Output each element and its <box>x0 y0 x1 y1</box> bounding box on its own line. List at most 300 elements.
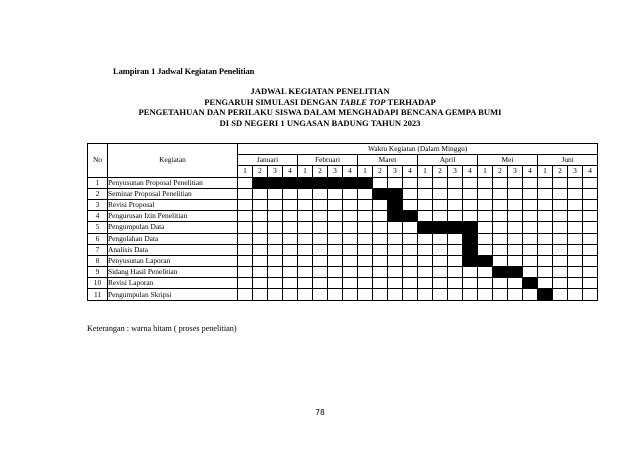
week-header: 2 <box>493 166 508 177</box>
week-header: 2 <box>553 166 568 177</box>
week-cell <box>238 278 253 289</box>
title-line-3: PENGETAHUAN DAN PERILAKU SISWA DALAM MENGHADAPI BENCANA GEMPA BUMI <box>138 107 502 118</box>
week-cell <box>523 188 538 199</box>
week-cell <box>418 177 433 188</box>
week-cell <box>523 211 538 222</box>
week-cell <box>298 244 313 255</box>
week-cell <box>463 188 478 199</box>
week-cell <box>448 177 463 188</box>
week-cell <box>538 211 553 222</box>
week-cell <box>253 278 268 289</box>
row-number: 4 <box>88 211 108 222</box>
week-cell <box>298 267 313 278</box>
week-cell <box>418 188 433 199</box>
week-cell <box>493 222 508 233</box>
week-cell <box>388 244 403 255</box>
week-cell <box>508 289 523 300</box>
row-activity: Penyusunan Proposal Penelitian <box>108 177 238 188</box>
week-cell <box>568 278 583 289</box>
week-cell <box>283 233 298 244</box>
week-cell <box>283 278 298 289</box>
week-cell <box>238 222 253 233</box>
week-cell <box>373 211 388 222</box>
row-number: 10 <box>88 278 108 289</box>
week-cell <box>373 255 388 266</box>
week-cell <box>538 222 553 233</box>
table-row <box>88 177 598 188</box>
week-cell <box>298 289 313 300</box>
week-cell <box>478 188 493 199</box>
week-cell <box>448 211 463 222</box>
week-cell <box>373 233 388 244</box>
week-cell <box>538 199 553 210</box>
row-number: 9 <box>88 267 108 278</box>
row-activity: Revisi Proposal <box>108 199 238 210</box>
week-cell <box>403 177 418 188</box>
week-cell <box>253 289 268 300</box>
week-cell-active <box>388 211 403 222</box>
week-cell-active <box>268 177 283 188</box>
week-cell <box>448 267 463 278</box>
week-cell-active <box>433 222 448 233</box>
week-cell <box>373 244 388 255</box>
week-cell <box>478 267 493 278</box>
week-cell <box>583 289 598 300</box>
week-cell <box>508 222 523 233</box>
week-cell <box>553 255 568 266</box>
week-cell-active <box>508 267 523 278</box>
week-cell <box>553 177 568 188</box>
table-row <box>88 211 598 222</box>
week-cell <box>373 289 388 300</box>
row-number: 2 <box>88 188 108 199</box>
week-cell <box>478 177 493 188</box>
week-cell <box>283 267 298 278</box>
week-cell <box>403 222 418 233</box>
week-cell-active <box>373 188 388 199</box>
week-cell <box>373 177 388 188</box>
week-cell <box>238 211 253 222</box>
week-cell <box>538 188 553 199</box>
week-cell <box>328 211 343 222</box>
week-cell <box>553 211 568 222</box>
month-header: April <box>418 155 478 166</box>
week-cell-active <box>358 177 373 188</box>
table-row <box>88 188 598 199</box>
week-cell <box>568 255 583 266</box>
row-activity: Pengurusan Izin Penelitian <box>108 211 238 222</box>
week-header: 3 <box>328 166 343 177</box>
week-header: 4 <box>343 166 358 177</box>
week-cell <box>523 255 538 266</box>
week-cell <box>238 289 253 300</box>
week-cell <box>568 188 583 199</box>
week-cell <box>493 255 508 266</box>
week-cell <box>388 267 403 278</box>
week-cell <box>463 267 478 278</box>
week-cell <box>373 267 388 278</box>
week-cell <box>268 233 283 244</box>
week-cell <box>268 255 283 266</box>
week-cell <box>538 255 553 266</box>
week-cell <box>568 177 583 188</box>
week-cell-active <box>478 255 493 266</box>
header-activity: Kegiatan <box>108 144 238 178</box>
week-cell <box>343 255 358 266</box>
week-cell <box>358 289 373 300</box>
week-cell <box>253 244 268 255</box>
week-cell <box>343 188 358 199</box>
row-number: 8 <box>88 255 108 266</box>
table-row <box>88 233 598 244</box>
week-cell <box>238 199 253 210</box>
week-cell <box>433 278 448 289</box>
week-header: 3 <box>268 166 283 177</box>
week-cell <box>583 199 598 210</box>
week-cell <box>313 211 328 222</box>
week-cell <box>358 199 373 210</box>
row-number: 6 <box>88 233 108 244</box>
week-cell <box>238 188 253 199</box>
week-cell <box>403 188 418 199</box>
week-cell <box>433 255 448 266</box>
week-cell-active <box>283 177 298 188</box>
week-cell <box>418 211 433 222</box>
week-header: 4 <box>523 166 538 177</box>
row-number: 11 <box>88 289 108 300</box>
week-cell <box>493 278 508 289</box>
week-cell <box>508 255 523 266</box>
row-number: 3 <box>88 199 108 210</box>
row-activity: Penyusunan Laporan <box>108 255 238 266</box>
header-time: Waktu Kegiatan (Dalam Minggu) <box>238 144 598 155</box>
week-cell <box>568 211 583 222</box>
week-cell <box>313 244 328 255</box>
week-cell <box>508 188 523 199</box>
week-cell <box>493 199 508 210</box>
week-cell <box>358 244 373 255</box>
week-cell <box>328 289 343 300</box>
week-cell <box>403 278 418 289</box>
week-cell <box>298 211 313 222</box>
week-cell-active <box>493 267 508 278</box>
week-cell <box>328 255 343 266</box>
week-cell <box>253 255 268 266</box>
month-header: Maret <box>358 155 418 166</box>
week-cell <box>478 278 493 289</box>
week-cell <box>403 255 418 266</box>
week-cell <box>268 278 283 289</box>
week-cell <box>553 188 568 199</box>
week-cell <box>493 233 508 244</box>
week-cell <box>433 199 448 210</box>
week-cell <box>508 211 523 222</box>
week-cell <box>523 267 538 278</box>
header-row-time <box>88 144 598 155</box>
week-cell <box>448 289 463 300</box>
week-header: 4 <box>583 166 598 177</box>
week-cell <box>343 267 358 278</box>
row-activity: Pengumpulan Skripsi <box>108 289 238 300</box>
week-cell <box>268 199 283 210</box>
week-cell <box>418 255 433 266</box>
week-cell <box>373 199 388 210</box>
schedule-table <box>87 143 598 301</box>
week-cell <box>553 222 568 233</box>
week-cell <box>358 211 373 222</box>
week-cell <box>448 244 463 255</box>
week-header: 4 <box>283 166 298 177</box>
week-cell <box>448 233 463 244</box>
row-activity: Pengolahan Data <box>108 233 238 244</box>
week-cell <box>298 222 313 233</box>
table-row <box>88 267 598 278</box>
row-activity: Pengumpulan Data <box>108 222 238 233</box>
week-cell <box>418 267 433 278</box>
week-cell <box>568 233 583 244</box>
week-cell <box>523 177 538 188</box>
week-cell <box>553 244 568 255</box>
week-cell <box>358 188 373 199</box>
week-cell <box>328 267 343 278</box>
week-cell-active <box>388 188 403 199</box>
week-cell <box>478 211 493 222</box>
week-cell <box>283 199 298 210</box>
document-title <box>0 86 640 128</box>
week-cell-active <box>523 278 538 289</box>
week-cell <box>448 199 463 210</box>
row-activity: Sidang Hasil Penelitian <box>108 267 238 278</box>
month-header: Januari <box>238 155 298 166</box>
week-cell <box>343 211 358 222</box>
week-cell <box>448 278 463 289</box>
week-cell <box>508 244 523 255</box>
week-cell <box>328 278 343 289</box>
title-line-2-suffix: TERHADAP <box>385 96 436 107</box>
week-cell <box>493 289 508 300</box>
week-cell <box>283 188 298 199</box>
week-cell-active <box>463 244 478 255</box>
week-cell <box>448 255 463 266</box>
week-cell <box>433 244 448 255</box>
week-cell-active <box>463 222 478 233</box>
week-cell <box>553 233 568 244</box>
week-header: 1 <box>358 166 373 177</box>
week-cell <box>568 244 583 255</box>
week-cell <box>238 233 253 244</box>
week-cell <box>403 289 418 300</box>
week-cell <box>478 222 493 233</box>
week-cell-active <box>463 255 478 266</box>
week-header: 1 <box>298 166 313 177</box>
week-cell <box>358 278 373 289</box>
week-cell <box>313 278 328 289</box>
week-cell-active <box>298 177 313 188</box>
week-cell <box>433 177 448 188</box>
week-cell <box>313 188 328 199</box>
week-cell <box>358 233 373 244</box>
week-cell <box>343 278 358 289</box>
week-cell <box>388 177 403 188</box>
week-cell <box>418 199 433 210</box>
week-cell <box>313 267 328 278</box>
week-cell <box>313 199 328 210</box>
week-header: 1 <box>238 166 253 177</box>
week-cell <box>268 267 283 278</box>
week-cell <box>328 188 343 199</box>
week-cell <box>463 177 478 188</box>
week-cell <box>253 188 268 199</box>
week-cell <box>418 289 433 300</box>
week-cell <box>238 177 253 188</box>
week-cell <box>523 199 538 210</box>
week-cell <box>418 244 433 255</box>
table-row <box>88 289 598 300</box>
week-cell <box>298 188 313 199</box>
week-header: 3 <box>448 166 463 177</box>
week-header: 4 <box>403 166 418 177</box>
table-row <box>88 199 598 210</box>
week-cell <box>478 289 493 300</box>
week-cell-active <box>313 177 328 188</box>
week-header: 2 <box>313 166 328 177</box>
week-header: 3 <box>568 166 583 177</box>
week-cell-active <box>403 211 418 222</box>
week-cell <box>568 222 583 233</box>
week-cell <box>433 267 448 278</box>
week-cell <box>508 199 523 210</box>
row-activity: Analisis Data <box>108 244 238 255</box>
week-cell <box>238 244 253 255</box>
week-header: 2 <box>433 166 448 177</box>
week-cell <box>538 177 553 188</box>
week-cell <box>448 188 463 199</box>
week-cell <box>328 244 343 255</box>
week-cell <box>583 177 598 188</box>
week-cell <box>298 199 313 210</box>
week-cell <box>388 289 403 300</box>
month-header: Mei <box>478 155 538 166</box>
row-activity: Seminar Proposal Penelitian <box>108 188 238 199</box>
week-cell <box>403 267 418 278</box>
week-cell <box>268 222 283 233</box>
week-cell <box>253 267 268 278</box>
week-header: 3 <box>508 166 523 177</box>
week-cell <box>493 177 508 188</box>
row-number: 1 <box>88 177 108 188</box>
week-cell-active <box>463 233 478 244</box>
week-cell <box>268 289 283 300</box>
week-header: 4 <box>463 166 478 177</box>
week-cell <box>418 233 433 244</box>
week-cell <box>433 188 448 199</box>
week-cell <box>253 199 268 210</box>
week-cell <box>358 255 373 266</box>
week-cell <box>463 211 478 222</box>
week-cell <box>568 289 583 300</box>
week-cell <box>388 222 403 233</box>
week-cell <box>283 255 298 266</box>
week-cell <box>583 211 598 222</box>
week-cell-active <box>448 222 463 233</box>
week-cell <box>283 222 298 233</box>
month-header: Februari <box>298 155 358 166</box>
week-cell-active <box>328 177 343 188</box>
week-cell <box>283 289 298 300</box>
week-cell <box>508 177 523 188</box>
week-cell <box>343 222 358 233</box>
week-cell <box>373 278 388 289</box>
week-header: 3 <box>388 166 403 177</box>
week-cell <box>328 233 343 244</box>
week-cell <box>568 267 583 278</box>
week-cell <box>253 222 268 233</box>
week-cell <box>538 244 553 255</box>
week-cell <box>283 211 298 222</box>
week-cell <box>268 211 283 222</box>
week-cell <box>433 289 448 300</box>
week-cell <box>538 278 553 289</box>
week-cell <box>328 222 343 233</box>
week-cell <box>463 289 478 300</box>
week-cell <box>583 222 598 233</box>
week-cell <box>268 244 283 255</box>
week-cell <box>238 267 253 278</box>
week-cell <box>523 244 538 255</box>
week-cell <box>463 278 478 289</box>
table-row <box>88 255 598 266</box>
row-number: 7 <box>88 244 108 255</box>
week-cell-active <box>538 289 553 300</box>
week-cell-active <box>418 222 433 233</box>
week-cell <box>538 267 553 278</box>
header-no: No <box>88 144 108 178</box>
table-row <box>88 244 598 255</box>
appendix-label: Lampiran 1 Jadwal Kegiatan Penelitian <box>113 66 255 76</box>
table-row <box>88 222 598 233</box>
week-cell <box>403 244 418 255</box>
week-cell <box>478 233 493 244</box>
week-cell <box>403 199 418 210</box>
week-cell <box>388 233 403 244</box>
week-cell <box>508 278 523 289</box>
week-cell <box>328 199 343 210</box>
week-cell <box>358 222 373 233</box>
title-line-2-italic: TABLE TOP <box>339 96 386 107</box>
week-cell <box>343 289 358 300</box>
week-cell <box>418 278 433 289</box>
week-cell <box>388 278 403 289</box>
week-cell <box>268 188 283 199</box>
week-cell <box>238 255 253 266</box>
week-cell <box>313 233 328 244</box>
week-cell <box>433 233 448 244</box>
row-number: 5 <box>88 222 108 233</box>
row-activity: Revisi Laporan <box>108 278 238 289</box>
week-cell <box>283 244 298 255</box>
week-cell <box>313 289 328 300</box>
month-header: Juni <box>538 155 598 166</box>
week-header: 2 <box>253 166 268 177</box>
week-cell <box>508 233 523 244</box>
week-cell <box>553 278 568 289</box>
week-header: 1 <box>478 166 493 177</box>
week-cell-active <box>253 177 268 188</box>
title-line-2-prefix: PENGARUH SIMULASI DENGAN <box>204 96 340 107</box>
week-cell <box>388 255 403 266</box>
week-cell <box>373 222 388 233</box>
week-cell <box>583 244 598 255</box>
